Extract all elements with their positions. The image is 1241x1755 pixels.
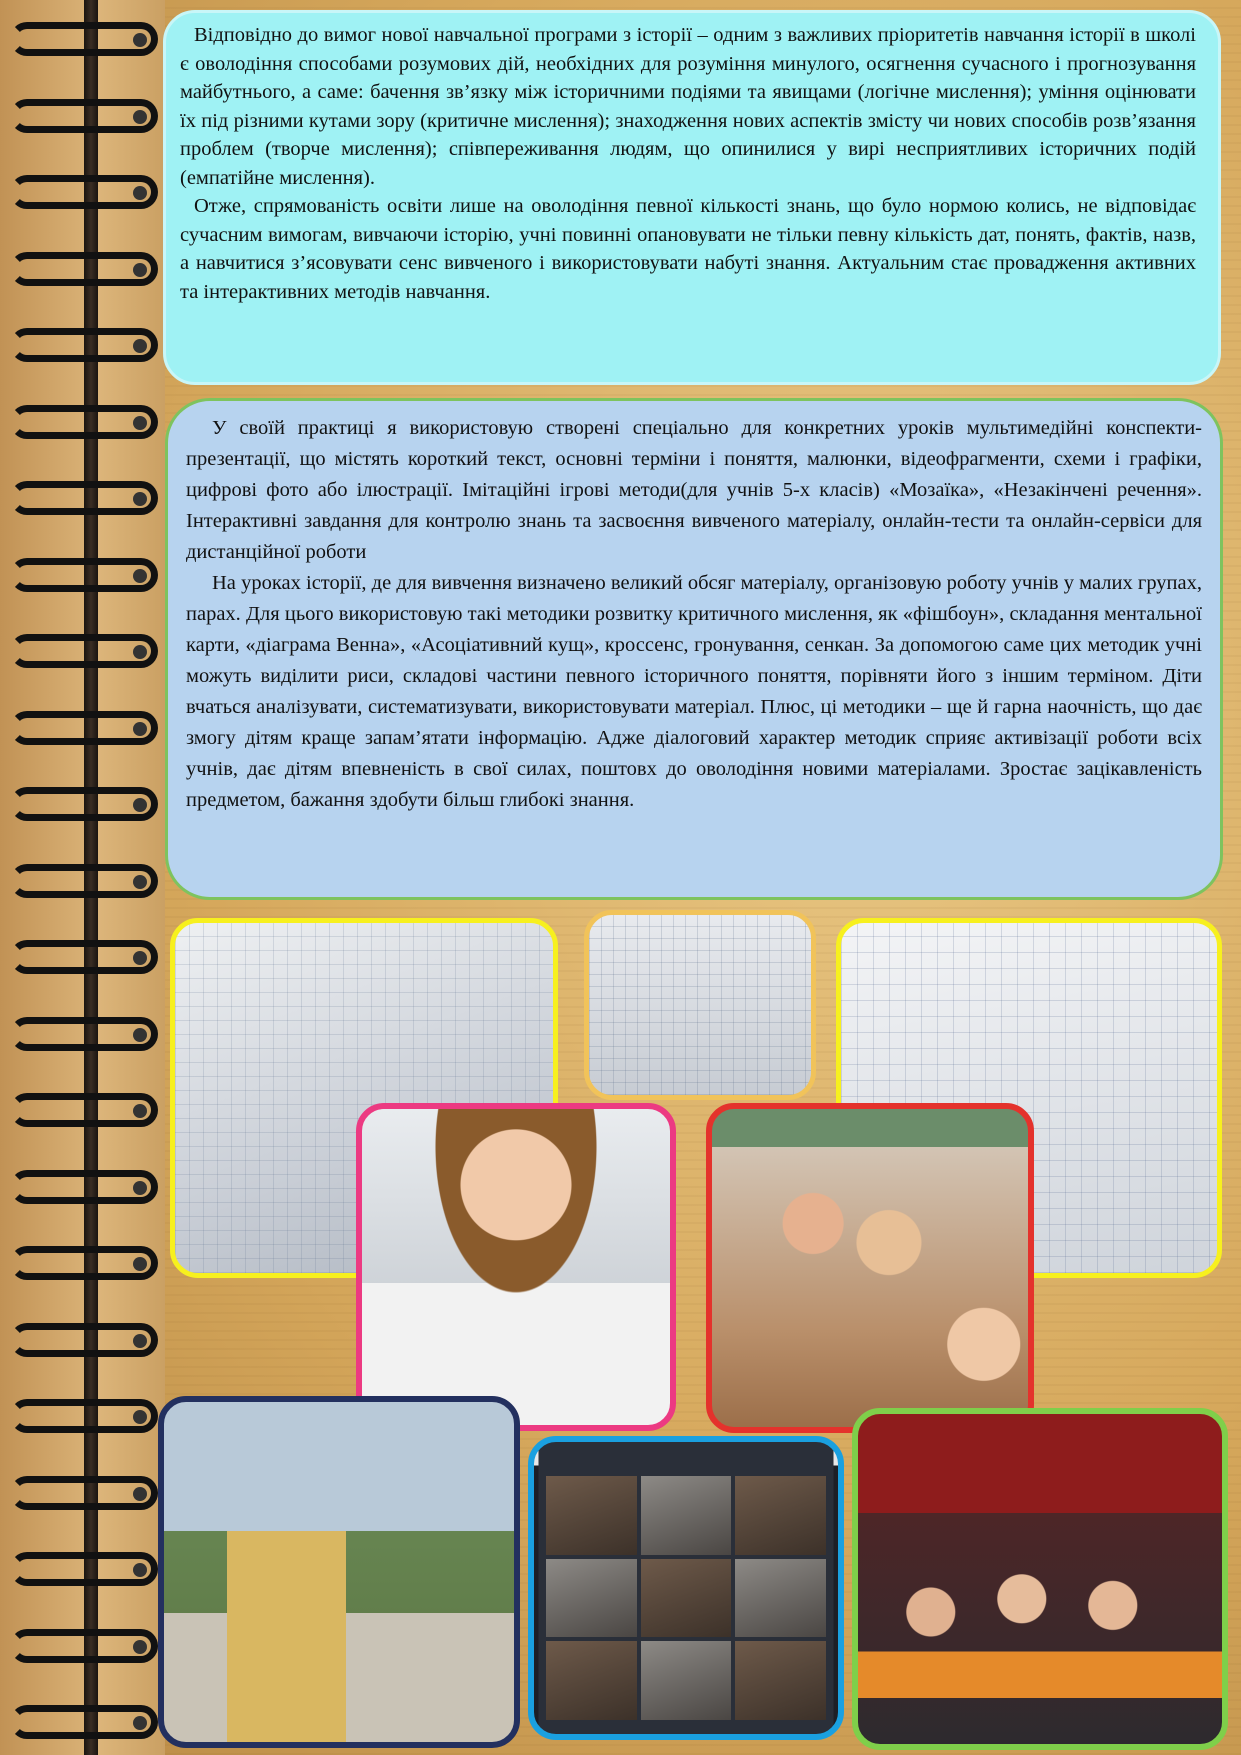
ring-hole (133, 1028, 147, 1042)
ring-hole (133, 1487, 147, 1501)
ring-hole (133, 798, 147, 812)
ring-hole (133, 1181, 147, 1195)
ring-hole (133, 1104, 147, 1118)
spiral-ring (10, 1017, 158, 1051)
ring-hole (133, 645, 147, 659)
spiral-ring (10, 328, 158, 362)
video-tile (546, 1641, 637, 1720)
video-tile (641, 1559, 732, 1638)
ring-hole (133, 1640, 147, 1654)
video-tile (735, 1641, 826, 1720)
spiral-ring (10, 711, 158, 745)
photo-excursion-lavra (158, 1396, 520, 1748)
intro-paragraph-1: Відповідно до вимог нової навчальної програми з історії – одним з важливих пріоритетів навчання історії в школі є оволодіння способами розумових дій, необхідних для розуміння минулого, осягнення сучасного і прогнозування майбутнього, а саме: бачення зв’язку між історичними подіями та явищами (логічне мислення); уміння оцінювати їх під різними кутами зору (критичне мислення); знаходження нових аспектів змісту чи нових способів розв’язання проблем (творче мислення); співпереживання людям, що опинилися у вирі несприятливих історичних подій (емпатійне мислення). (180, 24, 1196, 189)
spiral-ring (10, 1552, 158, 1586)
spiral-ring (10, 940, 158, 974)
spiral-ring (10, 864, 158, 898)
video-tile (641, 1476, 732, 1555)
ring-hole (133, 1716, 147, 1730)
spiral-ring (10, 1705, 158, 1739)
spiral-ring (10, 1093, 158, 1127)
spiral-ring (10, 634, 158, 668)
ring-hole (133, 1410, 147, 1424)
intro-paragraph-2: Отже, спрямованість освіти лише на оволодіння певної кількості знань, що було нормою колись, не відповідає сучасним вимогам, вивчаючи історію, учні повинні опановувати не тільки певну кількість дат, понять, фактів, назв, а навчитися з’ясовувати сенс вивченого і використовувати набуті знання. Актуальним стає провадження активних та інтерактивних методів навчання. (180, 195, 1196, 303)
ring-hole (133, 1257, 147, 1271)
ring-hole (133, 569, 147, 583)
video-call-grid (546, 1476, 826, 1720)
video-tile (546, 1559, 637, 1638)
spiral-ring (10, 1323, 158, 1357)
practice-text-panel (165, 398, 1223, 900)
spiral-ring (10, 1170, 158, 1204)
spiral-ring (10, 175, 158, 209)
spiral-ring (10, 558, 158, 592)
ring-hole (133, 951, 147, 965)
intro-text-panel (163, 10, 1221, 385)
photo-student-portrait (356, 1103, 676, 1431)
photo-fishbone-notebook (584, 910, 816, 1100)
photo-group-work (706, 1103, 1034, 1433)
spiral-ring (10, 1399, 158, 1433)
video-tile (641, 1641, 732, 1720)
spiral-ring (10, 1476, 158, 1510)
practice-paragraph-1: У своїй практиці я використовую створені спеціально для конкретних уроків мультимедійні конспекти-презентації, що містять короткий текст, основні терміни і поняття, малюнки, відеофрагменти, схеми і графіки, цифрові фото або ілюстрації. Імітаційні ігрові методи(для учнів 5-х класів) «Мозаїка», «Незакінчені речення». Інтерактивні завдання для контролю знань та засвоєння вивченого матеріалу, онлайн-тести та онлайн-сервіси для дистанційної роботи (186, 417, 1202, 563)
spiral-ring (10, 787, 158, 821)
ring-hole (133, 1563, 147, 1577)
video-tile (735, 1476, 826, 1555)
spiral-ring (10, 1246, 158, 1280)
ring-hole (133, 722, 147, 736)
ring-hole (133, 186, 147, 200)
ring-hole (133, 416, 147, 430)
ring-hole (133, 110, 147, 124)
ring-hole (133, 492, 147, 506)
ring-hole (133, 875, 147, 889)
ring-hole (133, 1334, 147, 1348)
video-tile (735, 1559, 826, 1638)
photo-museum-visit (852, 1408, 1228, 1750)
practice-paragraph-2: На уроках історії, де для вивчення визначено великий обсяг матеріалу, організовую роботу учнів у малих групах, парах. Для цього використовую такі методики розвитку критичного мислення, як «фішбоун», складання ментальної карти, «діаграма Венна», «Асоціативний кущ», кроссенс, гронування, сенкан. За допомогою саме цих методик учні можуть виділити риси, складові частини певного історичного поняття, порівняти його з іншим терміном. Діти вчаться аналізувати, систематизувати, використовувати матеріал. Плюс, ці методики – ще й гарна наочність, що дає змогу дітям краще запам’ятати інформацію. Адже діалоговий характер методик сприяє активізації роботи всіх учнів, дає дітям впевненість в свої силах, поштовх до оволодіння новими матеріалами. Зростає зацікавленість предметом, бажання здобути більш глибокі знання. (186, 572, 1202, 811)
spiral-ring (10, 99, 158, 133)
spiral-ring (10, 22, 158, 56)
photo-online-lesson (528, 1436, 844, 1740)
spiral-ring (10, 481, 158, 515)
ring-hole (133, 263, 147, 277)
ring-hole (133, 339, 147, 353)
spiral-ring (10, 1629, 158, 1663)
ring-hole (133, 33, 147, 47)
spiral-ring (10, 405, 158, 439)
video-tile (546, 1476, 637, 1555)
spiral-ring (10, 252, 158, 286)
